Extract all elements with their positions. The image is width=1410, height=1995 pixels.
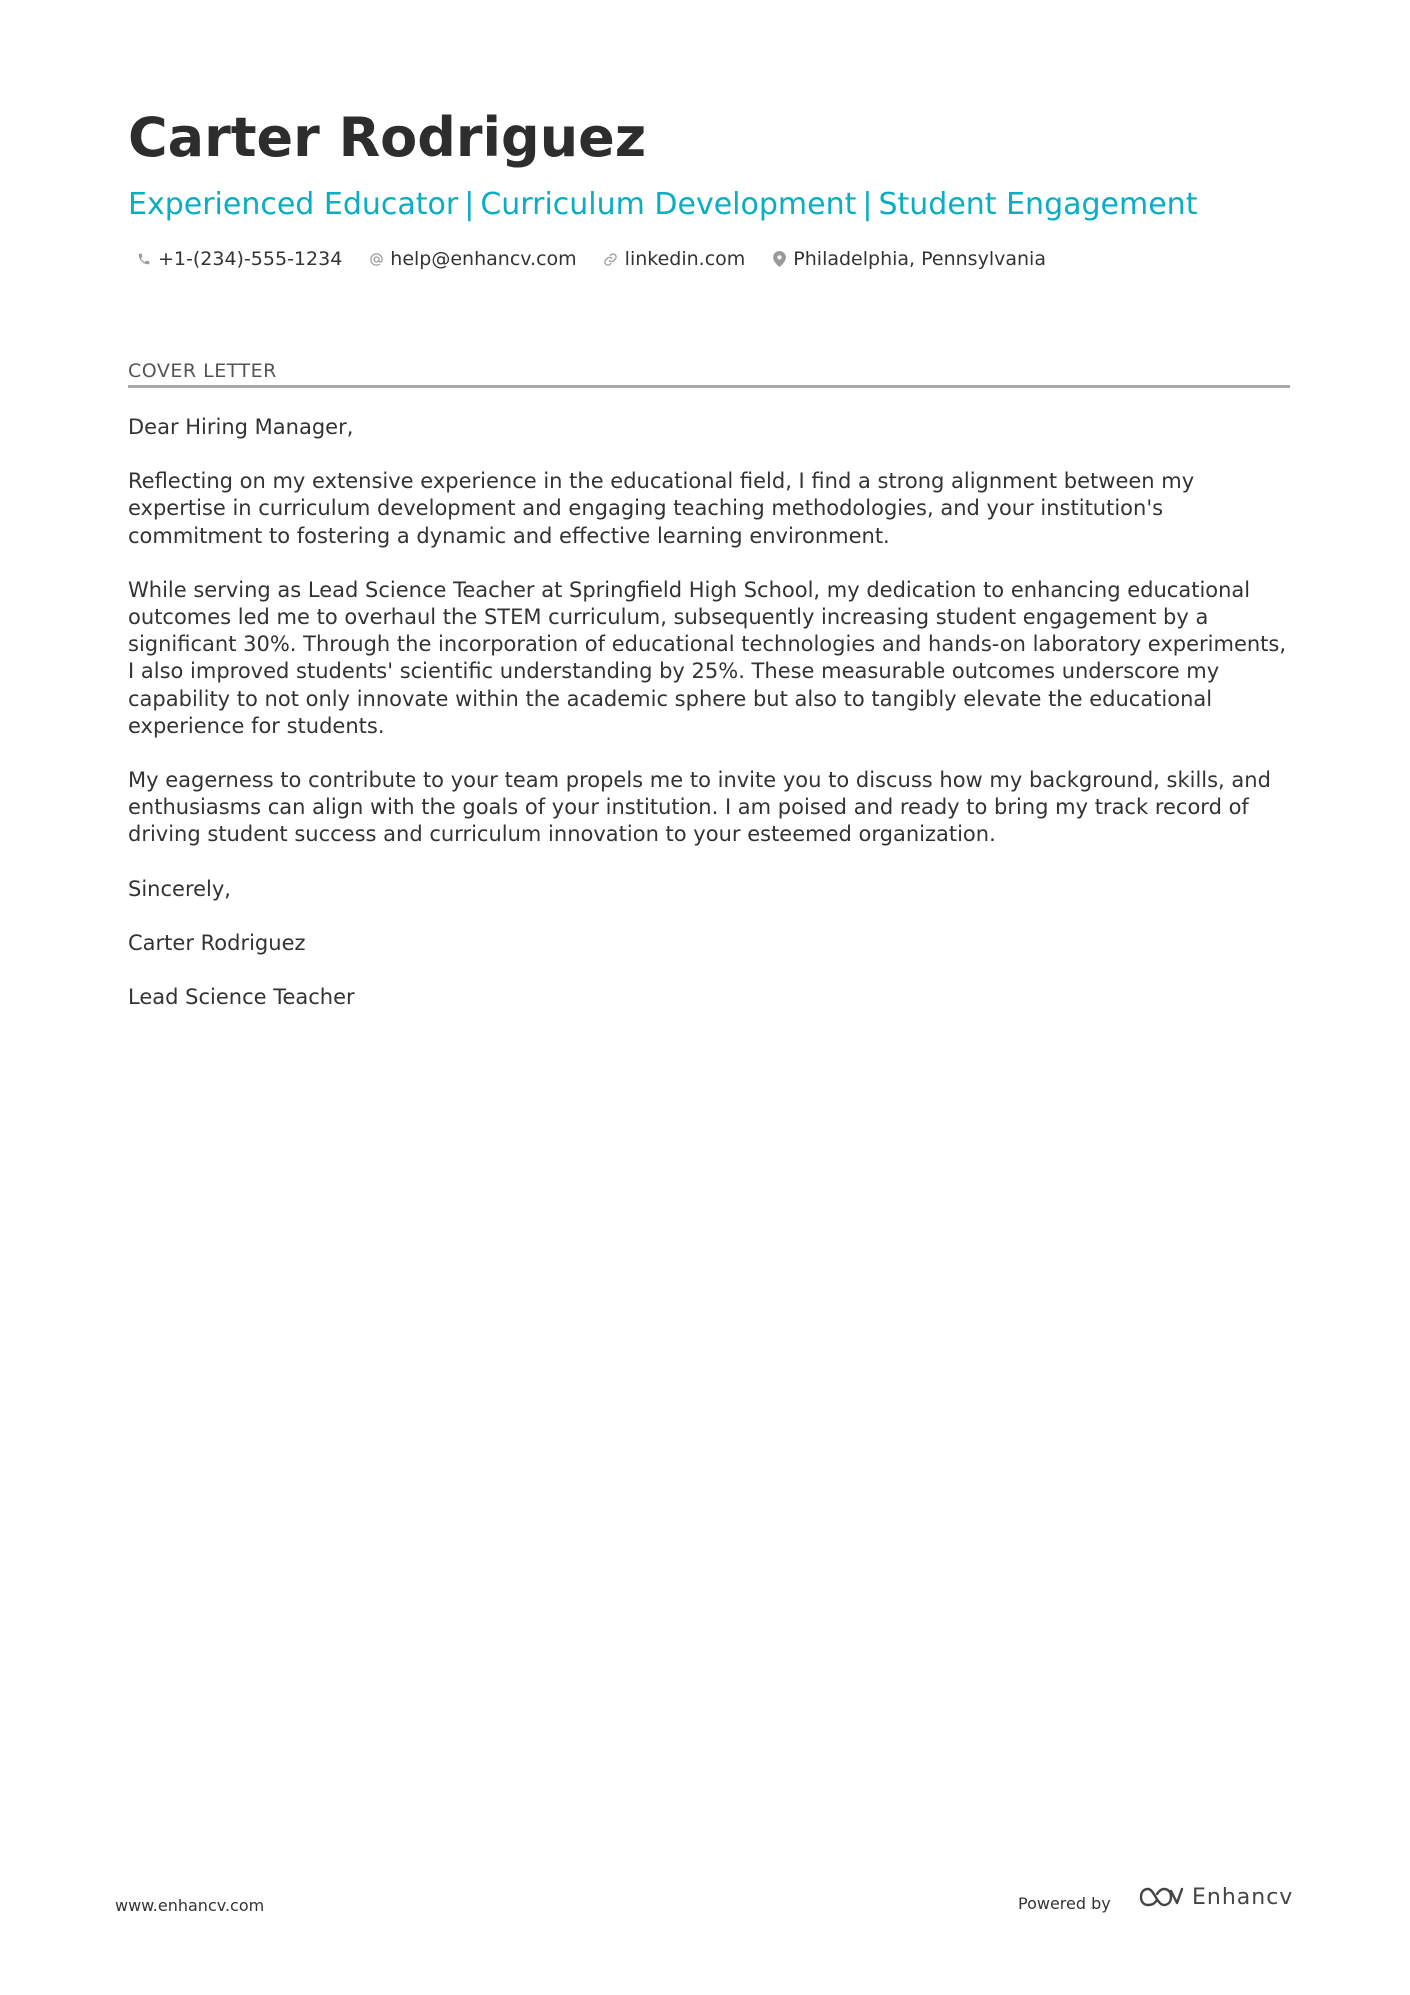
location-text: Philadelphia, Pennsylvania bbox=[793, 248, 1046, 270]
phone-text: +1-(234)-555-1234 bbox=[158, 248, 343, 270]
closing: Sincerely, bbox=[128, 876, 231, 901]
letter-body bbox=[128, 414, 1290, 1038]
at-icon bbox=[368, 250, 384, 268]
enhancv-logo-icon bbox=[1138, 1884, 1184, 1910]
email-text: help@enhancv.com bbox=[390, 248, 577, 270]
headline-separator: | bbox=[464, 187, 475, 222]
contact-linkedin[interactable] bbox=[603, 248, 746, 270]
contact-info bbox=[136, 248, 1072, 270]
letter-paragraph-1: Reflecting on my extensive experience in the educational field, I find a strong alignment between my expertise in curriculum development and engaging teaching methodologies, and your institution's commitment to fostering a dynamic and effective learning environment. bbox=[128, 469, 1195, 548]
signature-title: Lead Science Teacher bbox=[128, 985, 355, 1010]
brand-logo[interactable] bbox=[1138, 1884, 1293, 1910]
contact-location bbox=[771, 248, 1046, 270]
section-title: COVER LETTER bbox=[128, 360, 277, 382]
link-icon bbox=[603, 250, 619, 268]
headline-part-3: Student Engagement bbox=[878, 187, 1198, 222]
greeting: Dear Hiring Manager, bbox=[128, 415, 354, 439]
brand-name: Enhancv bbox=[1192, 1884, 1294, 1910]
candidate-name: Carter Rodriguez bbox=[128, 106, 647, 169]
headline-part-2: Curriculum Development bbox=[480, 187, 857, 222]
section-divider bbox=[128, 385, 1290, 388]
phone-icon bbox=[136, 250, 152, 268]
contact-email[interactable] bbox=[368, 248, 576, 270]
headline-part-1: Experienced Educator bbox=[128, 187, 459, 222]
headline bbox=[128, 185, 1197, 225]
contact-phone[interactable] bbox=[136, 248, 342, 270]
linkedin-text: linkedin.com bbox=[624, 248, 746, 270]
footer-url[interactable]: www.enhancv.com bbox=[115, 1896, 265, 1915]
letter-paragraph-3: My eagerness to contribute to your team propels me to invite you to discuss how my background, skills, and enthusiasms can align with the goals of your institution. I am poised and ready to bring my track record of driving student success and curriculum innovation to your esteemed organization. bbox=[128, 768, 1271, 847]
location-pin-icon bbox=[771, 250, 787, 268]
headline-separator: | bbox=[862, 187, 873, 222]
signature-name: Carter Rodriguez bbox=[128, 930, 306, 955]
powered-by-label: Powered by bbox=[1018, 1894, 1111, 1913]
letter-paragraph-2: While serving as Lead Science Teacher at Springfield High School, my dedication to enhancing educational outcomes led me to overhaul the STEM curriculum, subsequently increasing student engagement by a significant 30%. Through the incorporation of educational technologies and hands-on laboratory experiments, I also improved students' scientific understanding by 25%. These measurable outcomes underscore my capability to not only innovate within the academic sphere but also to tangibly elevate the educational experience for students. bbox=[128, 577, 1287, 738]
